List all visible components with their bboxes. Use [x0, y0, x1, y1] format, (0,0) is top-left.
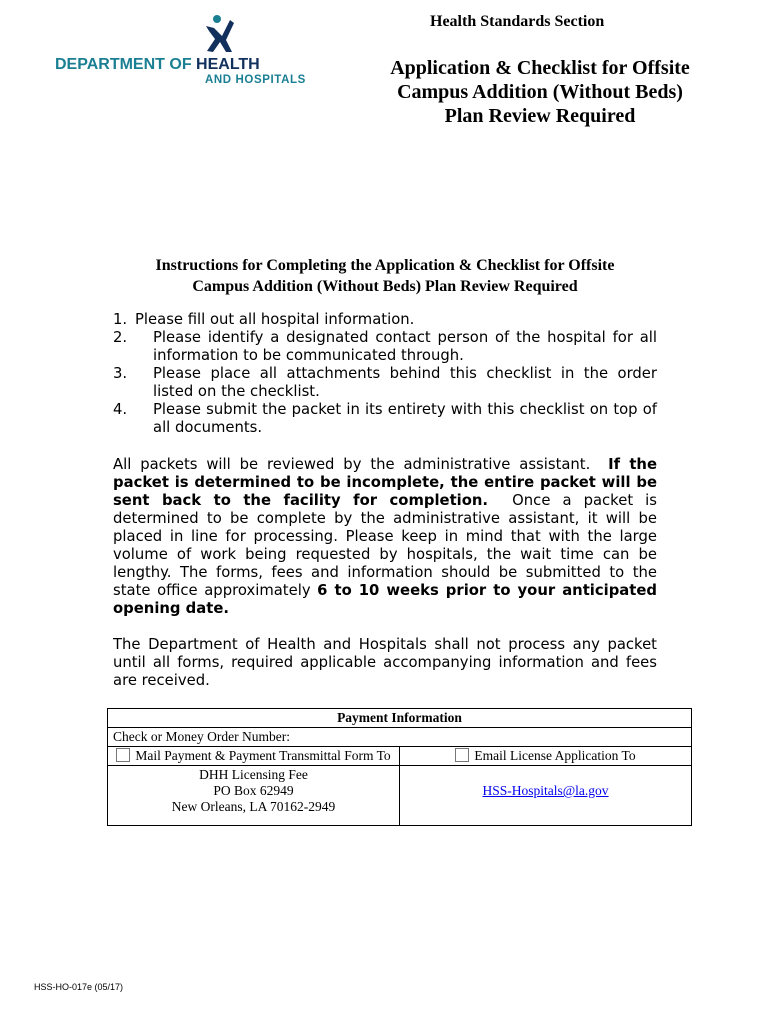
- timing-emphasis: 6 to 10 weeks prior to your anticipated opening date.: [113, 582, 657, 617]
- review-middle: Once a packet is determined to be complete by the administrative assistant, it will be placed in line for processing. Please keep in mind that with the large volume of work being requested by hospitals, the wait time can be lengthy. The forms, fees and information should be submitted to the state office approximately: [113, 492, 657, 599]
- check-number-field[interactable]: Check or Money Order Number:: [108, 728, 692, 747]
- step-text: Please identify a designated contact person of the hospital for all information to be communicated through.: [153, 329, 657, 364]
- address-line: PO Box 62949: [213, 783, 294, 798]
- step-text: Please fill out all hospital information.: [135, 311, 415, 328]
- address-line: New Orleans, LA 70162-2949: [171, 799, 336, 814]
- email-application-label: Email License Application To: [474, 748, 636, 763]
- logo-wordmark: [55, 56, 260, 74]
- review-paragraph: [113, 456, 657, 618]
- incomplete-warning: If the packet is determined to be incomplete, the entire packet will be sent back to the facility for completion.: [113, 456, 657, 509]
- email-application-checkbox[interactable]: [455, 748, 469, 762]
- list-item: [113, 329, 657, 365]
- step-text: Please place all attachments behind this checklist in the order listed on the checklist.: [153, 365, 657, 400]
- step-number: 1.: [113, 311, 128, 328]
- step-number: 4.: [113, 401, 128, 418]
- instructions-title-line: Campus Addition (Without Beds) Plan Review Required: [192, 278, 578, 295]
- form-code: HSS-HO-017e (05/17): [34, 982, 124, 992]
- email-application-cell: [400, 747, 692, 766]
- logo-subtitle: AND HOSPITALS: [205, 74, 306, 86]
- list-item: [113, 365, 657, 401]
- dhh-logo: [55, 14, 325, 94]
- document-title: [370, 56, 710, 128]
- document-title-line: Campus Addition (Without Beds): [397, 81, 683, 103]
- mail-payment-cell: [108, 747, 400, 766]
- step-number: 3.: [113, 365, 128, 382]
- processing-paragraph: The Department of Health and Hospitals shall not process any packet until all forms, required applicable accompanying information and fees are received.: [113, 636, 657, 689]
- list-item: [113, 401, 657, 437]
- instructions-title-line: Instructions for Completing the Application & Checklist for Offsite: [155, 257, 615, 274]
- instructions-title: [110, 255, 660, 297]
- section-title: Health Standards Section: [430, 13, 605, 30]
- person-figure-icon: [200, 14, 240, 54]
- address-line: DHH Licensing Fee: [199, 767, 308, 782]
- review-intro: All packets will be reviewed by the administrative assistant.: [113, 456, 591, 473]
- mail-payment-checkbox[interactable]: [116, 748, 130, 762]
- instruction-steps: [113, 311, 657, 437]
- document-title-line: Application & Checklist for Offsite: [390, 57, 690, 79]
- step-number: 2.: [113, 329, 128, 346]
- step-text: Please submit the packet in its entirety with this checklist on top of all documents.: [153, 401, 657, 436]
- payment-table: [107, 708, 692, 826]
- logo-prefix: DEPARTMENT OF: [55, 56, 197, 73]
- document-title-line: Plan Review Required: [444, 105, 636, 127]
- email-link[interactable]: HSS-Hospitals@la.gov: [482, 783, 609, 798]
- email-address-cell: [400, 766, 692, 826]
- logo-strong: HEALTH: [196, 56, 260, 73]
- payment-title: Payment Information: [108, 709, 692, 728]
- mail-payment-label: Mail Payment & Payment Transmittal Form To: [135, 748, 391, 763]
- list-item: [113, 311, 657, 329]
- mailing-address: [108, 766, 400, 826]
